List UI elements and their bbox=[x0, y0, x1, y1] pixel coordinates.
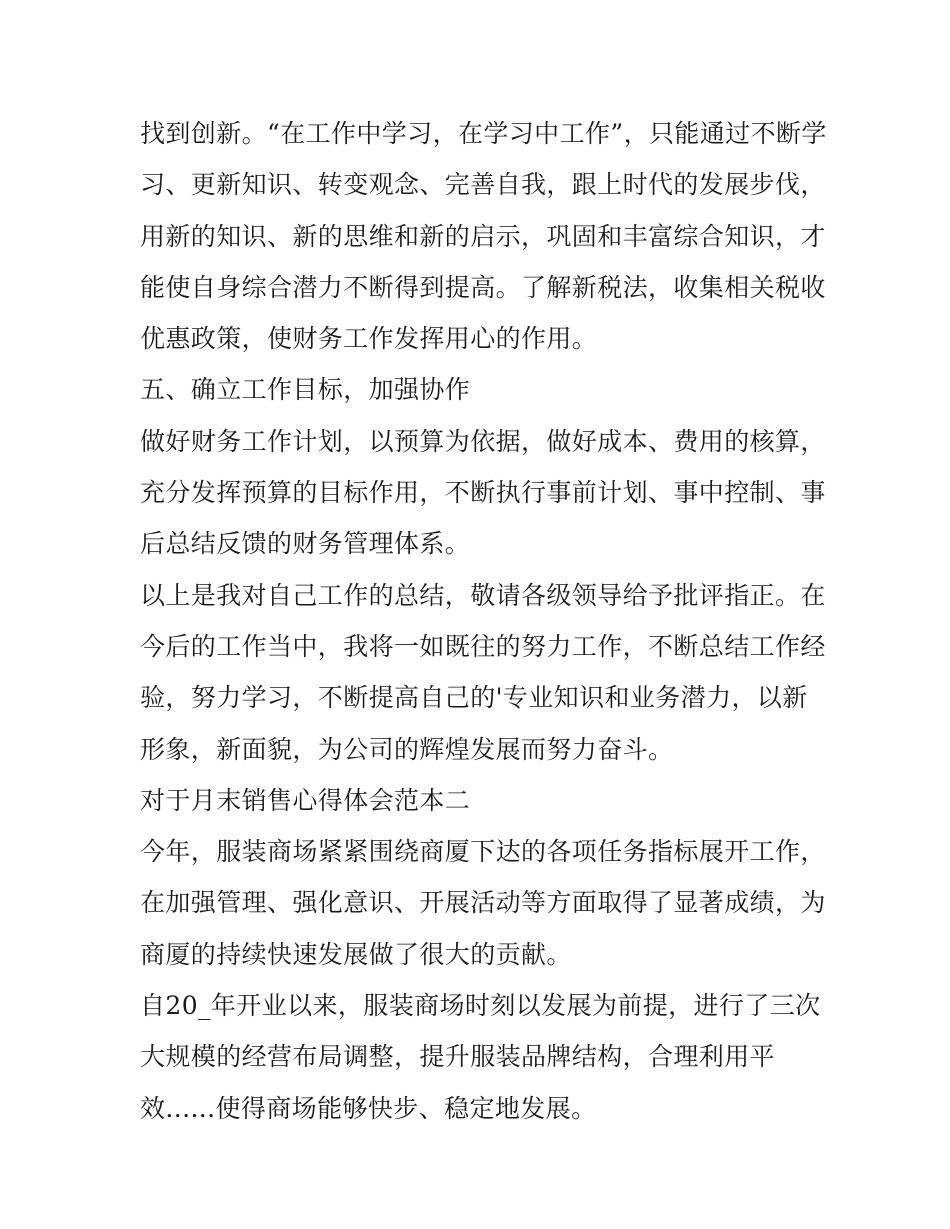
text-line: 今年，服装商场紧紧围绕商厦下达的各项任务指标展开工作， bbox=[140, 837, 826, 867]
text-line: 优惠政策，使财务工作发挥用心的作用。 bbox=[140, 324, 598, 354]
section-heading: 对于月末销售心得体会范本二 bbox=[140, 785, 471, 815]
text-line: 以上是我对自己工作的总结，敬请各级领导给予批评指正。在 bbox=[140, 580, 826, 610]
text-line: 大规模的经营布局调整，提升服装品牌结构，合理利用平 bbox=[140, 1042, 776, 1072]
text-line: 自20_年开业以来，服装商场时刻以发展为前提，进行了三次 bbox=[140, 991, 821, 1021]
text-line: 充分发挥预算的目标作用，不断执行事前计划、事中控制、事 bbox=[140, 478, 826, 508]
text-line: 在加强管理、强化意识、开展活动等方面取得了显著成绩，为 bbox=[140, 888, 826, 918]
document-body bbox=[140, 108, 827, 1134]
section-heading: 五、确立工作目标，加强协作 bbox=[140, 375, 471, 405]
text-line: 验，努力学习，不断提高自己的'专业知识和业务潜力，以新 bbox=[140, 683, 808, 713]
text-line: 商厦的持续快速发展做了很大的贡献。 bbox=[140, 939, 572, 969]
text-line: 做好财务工作计划，以预算为依据，做好成本、费用的核算， bbox=[140, 426, 826, 456]
text-line: 用新的知识、新的思维和新的启示，巩固和丰富综合知识，才 bbox=[140, 221, 826, 251]
text-line: 后总结反馈的财务管理体系。 bbox=[140, 529, 471, 559]
text-line: 今后的工作当中，我将一如既往的努力工作，不断总结工作经 bbox=[140, 631, 826, 661]
text-line: 能使自身综合潜力不断得到提高。了解新税法，收集相关税收 bbox=[140, 272, 826, 302]
text-line: 找到创新。“在工作中学习，在学习中工作”，只能通过不断学 bbox=[140, 119, 827, 148]
text-line: 形象，新面貌，为公司的辉煌发展而努力奋斗。 bbox=[140, 734, 674, 764]
text-line: 习、更新知识、转变观念、完善自我，跟上时代的发展步伐， bbox=[140, 170, 826, 200]
text-line: 效......使得商场能够快步、稳定地发展。 bbox=[140, 1093, 597, 1123]
